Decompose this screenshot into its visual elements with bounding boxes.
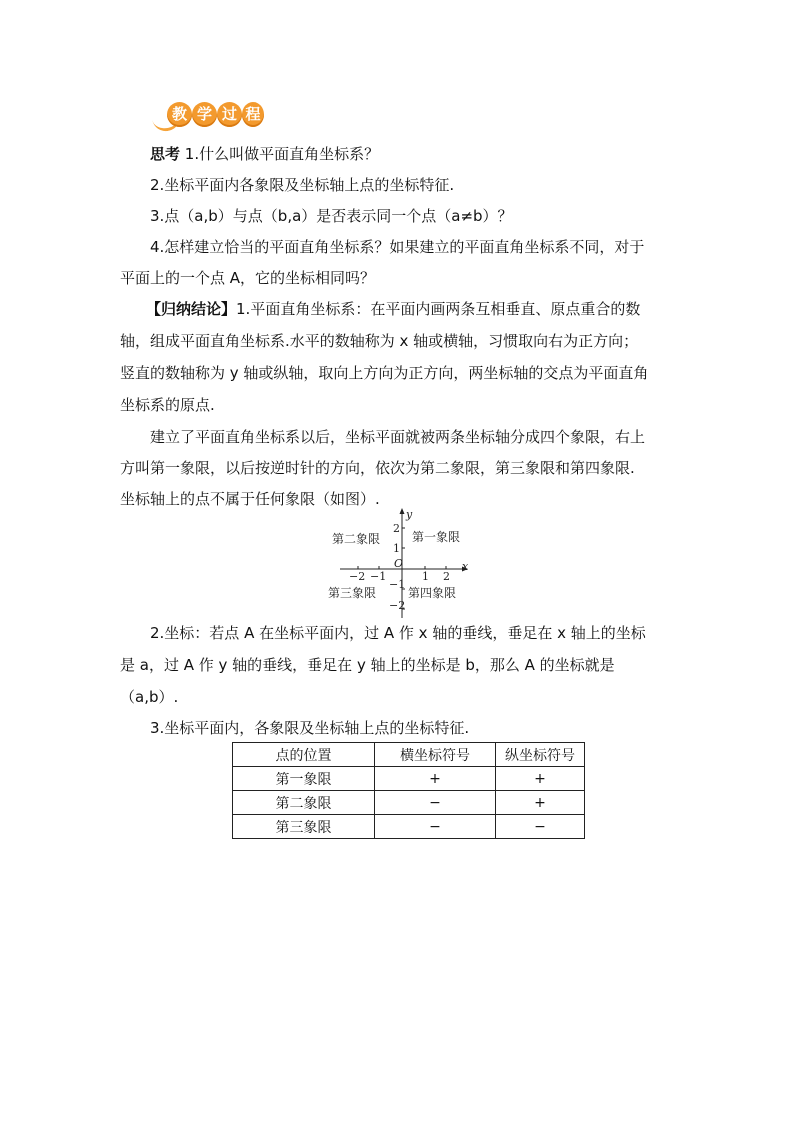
table-cell: 第三象限 — [233, 815, 375, 839]
think-q1-text: 1.什么叫做平面直角坐标系？ — [184, 145, 380, 163]
origin-label: O — [394, 557, 404, 570]
think-question-4-line1: 4.怎样建立恰当的平面直角坐标系？如果建立的平面直角坐标系不同，对于 — [150, 238, 645, 256]
think-label: 思考 — [150, 145, 181, 163]
coordinate-line2: 是 a，过 A 作 y 轴的垂线，垂足在 y 轴上的坐标是 b，那么 A 的坐标就是 — [120, 656, 615, 674]
table-row — [233, 791, 585, 815]
conclusion-p2-line1: 建立了平面直角坐标系以后，坐标平面就被两条坐标轴分成四个象限，右上 — [150, 428, 646, 446]
table-cell: + — [375, 767, 496, 791]
coordinate-sign-table — [232, 742, 585, 839]
badge-char: 教 — [167, 102, 192, 127]
x-tick-label: −1 — [370, 570, 387, 583]
quadrant-3-label: 第三象限 — [328, 586, 377, 600]
quadrant-diagram — [322, 506, 472, 618]
badge-char: 过 — [217, 102, 242, 127]
table-cell: − — [496, 815, 585, 839]
teaching-process-badge — [153, 98, 263, 132]
features-heading: 3.坐标平面内，各象限及坐标轴上点的坐标特征. — [150, 719, 470, 737]
quadrant-2-label: 第二象限 — [332, 532, 381, 546]
table-cell: + — [496, 791, 585, 815]
x-tick-label: 2 — [443, 570, 450, 583]
table-cell: 第一象限 — [233, 767, 375, 791]
table-header-cell: 点的位置 — [233, 743, 375, 767]
x-axis-label: x — [462, 560, 469, 573]
y-axis-label: y — [406, 508, 413, 521]
x-tick-label: 1 — [422, 570, 429, 583]
conclusion-p1-line2: 轴，组成平面直角坐标系.水平的数轴称为 x 轴或横轴，习惯取向右为正方向； — [120, 332, 639, 350]
y-tick-label: 1 — [393, 542, 400, 555]
table-cell: + — [496, 767, 585, 791]
table-cell: 第二象限 — [233, 791, 375, 815]
conclusion-p1-line3: 竖直的数轴称为 y 轴或纵轴，取向上方向为正方向，两坐标轴的交点为平面直角 — [120, 364, 649, 382]
conclusion-label: 【归纳结论】 — [146, 300, 237, 318]
coordinate-line1: 2.坐标：若点 A 在坐标平面内，过 A 作 x 轴的垂线，垂足在 x 轴上的坐标 — [150, 624, 646, 642]
quadrant-axes-svg — [322, 506, 472, 618]
think-question-2: 2.坐标平面内各象限及坐标轴上点的坐标特征. — [150, 176, 455, 194]
conclusion-p2-line2: 方叫第一象限，以后按逆时针的方向，依次为第二象限，第三象限和第四象限. — [120, 459, 635, 477]
y-tick-label: −2 — [389, 599, 406, 612]
coordinate-line3: （a,b）. — [120, 688, 179, 706]
table-cell: − — [375, 815, 496, 839]
conclusion-line1 — [146, 299, 640, 319]
table-row — [233, 815, 585, 839]
conclusion-p1-line4: 坐标系的原点. — [120, 396, 215, 414]
think-question-4-line2: 平面上的一个点 A，它的坐标相同吗？ — [120, 269, 376, 287]
conclusion-p2-line3: 坐标轴上的点不属于任何象限（如图）. — [120, 490, 380, 508]
table-header-cell: 纵坐标符号 — [496, 743, 585, 767]
y-axis-arrow — [400, 508, 405, 514]
think-question-1 — [150, 144, 379, 164]
y-tick-label: 2 — [393, 522, 400, 535]
x-tick-label: −2 — [349, 570, 366, 583]
quadrant-1-label: 第一象限 — [412, 530, 461, 544]
badge-char: 程 — [242, 102, 264, 127]
y-tick-label: −1 — [389, 578, 406, 591]
conclusion-p1-line1: 1.平面直角坐标系：在平面内画两条互相垂直、原点重合的数 — [236, 300, 641, 318]
table-cell: − — [375, 791, 496, 815]
table-header-cell: 横坐标符号 — [375, 743, 496, 767]
badge-char: 学 — [192, 102, 217, 127]
table-header-row — [233, 743, 585, 767]
think-question-3: 3.点（a,b）与点（b,a）是否表示同一个点（a≠b）？ — [150, 207, 513, 225]
table-row — [233, 767, 585, 791]
quadrant-4-label: 第四象限 — [408, 586, 457, 600]
